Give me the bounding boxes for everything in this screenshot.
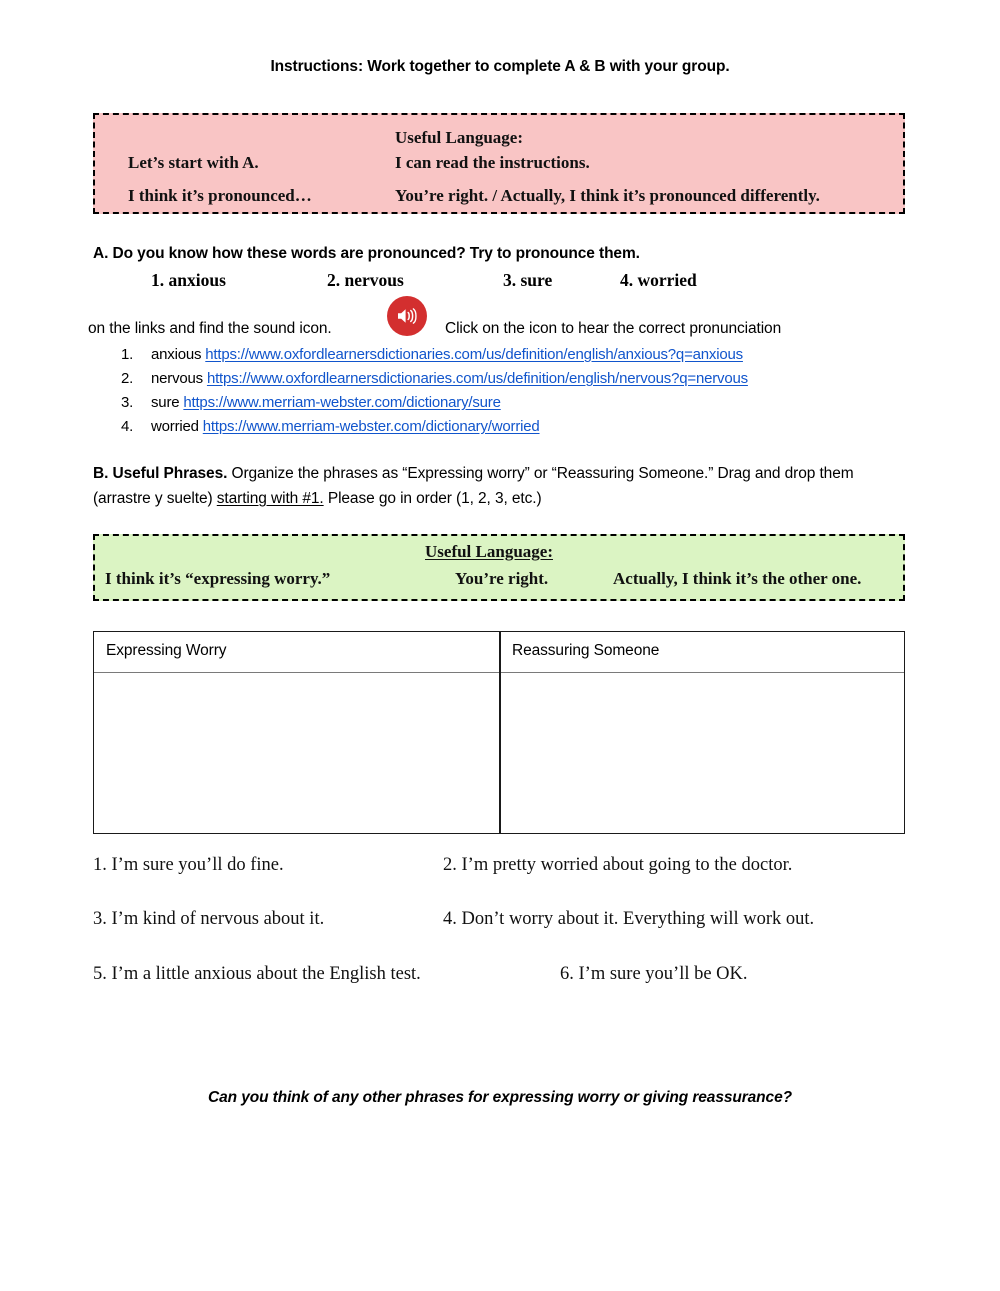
- page-instruction: Instructions: Work together to complete A & B with your group.: [270, 58, 730, 75]
- useful-language-phrase-youre-right: You’re right. / Actually, I think it’s pronounced differently.: [395, 186, 820, 205]
- draggable-phrase-1[interactable]: 1. I’m sure you’ll do fine.: [93, 855, 284, 875]
- list-item: [121, 391, 921, 415]
- link-anxious[interactable]: https://www.oxfordlearnersdictionaries.com/us/definition/english/anxious?q=anxious: [205, 346, 743, 363]
- section-b-label: B. Useful Phrases.: [93, 465, 228, 482]
- speaker-icon: [387, 296, 427, 336]
- useful-language-phrase-lets-start: Let’s start with A.: [128, 153, 259, 172]
- footer-question: Can you think of any other phrases for expressing worry or giving reassurance?: [208, 1089, 792, 1106]
- useful-language-phrase-i-think-pronounced: I think it’s pronounced…: [128, 186, 312, 205]
- sorting-table: [93, 631, 905, 834]
- useful-language-phrase-expressing-worry: I think it’s “expressing worry.”: [105, 569, 331, 588]
- list-word: sure: [151, 394, 180, 411]
- section-b-emphasis: starting with #1.: [216, 490, 324, 507]
- word-sure: 3. sure: [503, 270, 553, 290]
- list-word: nervous: [151, 370, 203, 387]
- phrase-bank: [0, 855, 1000, 1015]
- word-nervous: 2. nervous: [327, 270, 404, 290]
- useful-language-title: Useful Language:: [395, 128, 523, 147]
- useful-language-phrase-read-instructions: I can read the instructions.: [395, 153, 590, 172]
- useful-language-box-green: [93, 534, 905, 601]
- draggable-phrase-5[interactable]: 5. I’m a little anxious about the English test.: [93, 964, 421, 984]
- useful-language-phrase-youre-right: You’re right.: [455, 569, 549, 588]
- list-number: 1.: [121, 346, 134, 363]
- list-number: 3.: [121, 394, 134, 411]
- sound-icon-text-after: Click on the icon to hear the correct pronunciation: [445, 320, 782, 337]
- link-sure[interactable]: https://www.merriam-webster.com/dictionary/sure: [183, 394, 501, 411]
- list-word: worried: [151, 418, 199, 435]
- useful-language-phrase-other-one: Actually, I think it’s the other one.: [613, 569, 862, 588]
- list-number: 2.: [121, 370, 134, 387]
- list-number: 4.: [121, 418, 134, 435]
- word-anxious: 1. anxious: [151, 270, 226, 290]
- section-a-heading: A. Do you know how these words are pronounced? Try to pronounce them.: [93, 245, 640, 262]
- draggable-phrase-3[interactable]: 3. I’m kind of nervous about it.: [93, 909, 325, 929]
- link-nervous[interactable]: https://www.oxfordlearnersdictionaries.com/us/definition/english/nervous?q=nervous: [206, 370, 748, 387]
- table-header-expressing-worry: Expressing Worry: [106, 642, 227, 659]
- pronunciation-link-list: [121, 343, 921, 439]
- word-worried: 4. worried: [620, 270, 697, 290]
- list-item: [121, 367, 921, 391]
- sound-icon-text-before: on the links and find the sound icon.: [88, 320, 332, 337]
- draggable-phrase-2[interactable]: 2. I’m pretty worried about going to the doctor.: [443, 855, 793, 875]
- link-worried[interactable]: https://www.merriam-webster.com/dictionary/worried: [202, 418, 540, 435]
- section-b-heading: [93, 461, 905, 511]
- section-a-word-row: [0, 270, 1000, 294]
- section-b-text-1: Organize the phrases as “Expressing worry” or “Reassuring Someone.” Drag and drop them (arrastre y suelte): [93, 465, 854, 507]
- section-b-text-2: Please go in order (1, 2, 3, etc.): [323, 490, 542, 507]
- useful-language-box-pink: [93, 113, 905, 214]
- drop-zone-expressing-worry[interactable]: [94, 673, 499, 832]
- table-header-reassuring-someone: Reassuring Someone: [512, 642, 660, 659]
- drop-zone-reassuring-someone[interactable]: [500, 673, 904, 832]
- useful-language-title: Useful Language:: [425, 542, 553, 561]
- list-item: [121, 415, 921, 439]
- sound-icon-instruction-line: [88, 318, 918, 342]
- draggable-phrase-4[interactable]: 4. Don’t worry about it. Everything will work out.: [443, 909, 815, 929]
- list-word: anxious: [151, 346, 202, 363]
- draggable-phrase-6[interactable]: 6. I’m sure you’ll be OK.: [560, 964, 748, 984]
- list-item: [121, 343, 921, 367]
